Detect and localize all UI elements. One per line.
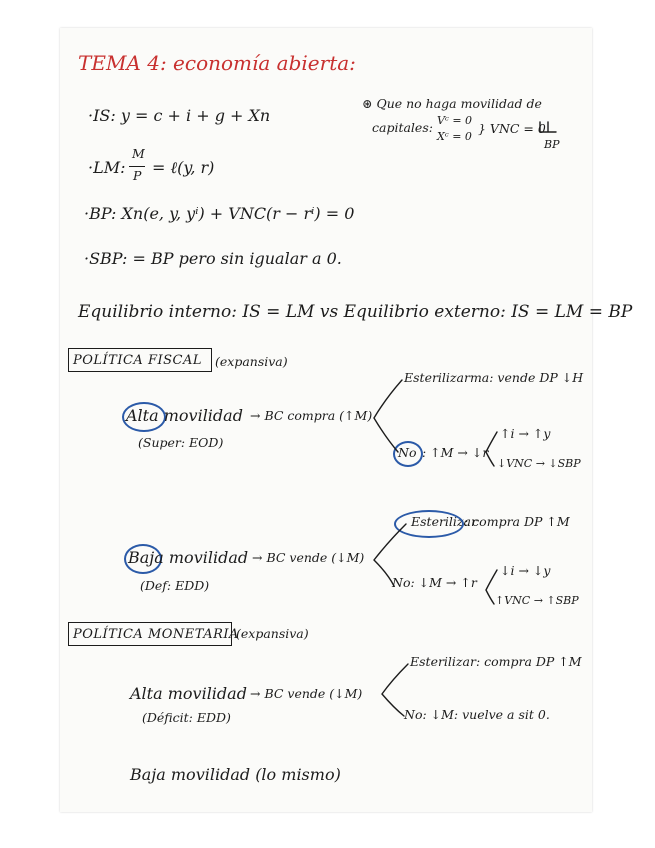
fiscal-high-sub: (Super: EOD) bbox=[138, 435, 224, 450]
lm-rhs: = ℓ(y, r) bbox=[152, 158, 215, 177]
monetary-low-label: Baja movilidad (lo mismo) bbox=[130, 765, 341, 784]
bp-symbol-mark bbox=[540, 122, 556, 132]
fiscal-low-sterilize-rest: : compra DP ↑M bbox=[464, 514, 570, 529]
bp-symbol: BP bbox=[544, 138, 560, 151]
fiscal-high-no-rest: : ↑M → ↓r bbox=[422, 445, 489, 460]
fiscal-low-label: Baja movilidad bbox=[128, 548, 249, 567]
fiscal-qualifier: (expansiva) bbox=[215, 354, 288, 369]
monetary-high-no: No: ↓M: vuelve a sit 0. bbox=[404, 707, 550, 722]
note-vc: Vᶜ = 0 bbox=[437, 114, 473, 127]
sbp-equation: ·SBP: = BP pero sin igualar a 0. bbox=[84, 249, 342, 268]
note-line-1: ⊛ Que no haga movilidad de bbox=[362, 96, 542, 111]
fiscal-high-no: No bbox=[398, 445, 417, 460]
equilibrium-line: Equilibrio interno: IS = LM vs Equilibrio externo: IS = LM = BP bbox=[78, 302, 633, 322]
note-xc: Xᶜ = 0 bbox=[437, 130, 472, 143]
fiscal-high-arrow: → BC compra (↑M) bbox=[250, 408, 373, 423]
fiscal-low-effect-2: ↑VNC → ↑SBP bbox=[495, 594, 579, 607]
monetary-high-sub: (Déficit: EDD) bbox=[142, 710, 231, 725]
fiscal-high-effect-1: ↑i → ↑y bbox=[500, 426, 551, 441]
fiscal-low-arrow: → BC vende (↓M) bbox=[252, 550, 365, 565]
fiscal-high-label: Alta movilidad bbox=[126, 406, 243, 425]
monetary-high-sterilize: Esterilizar: compra DP ↑M bbox=[410, 654, 582, 669]
note-line-2: capitales: bbox=[372, 120, 433, 135]
monetary-heading: POLÍTICA MONETARIA bbox=[73, 627, 239, 642]
monetary-high-arrow: → BC vende (↓M) bbox=[250, 686, 363, 701]
note-result: } VNC = 0 bbox=[478, 121, 546, 136]
bp-equation: ·BP: Xn(e, y, yⁱ) + VNC(r − rⁱ) = 0 bbox=[84, 204, 355, 223]
monetary-high-label: Alta movilidad bbox=[130, 684, 247, 703]
lm-denominator: P bbox=[133, 168, 142, 183]
fiscal-low-brace bbox=[374, 524, 406, 586]
fiscal-high-effect-2: ↓VNC → ↓SBP bbox=[497, 457, 581, 470]
fiscal-high-brace bbox=[374, 380, 402, 452]
fiscal-low-effects-brace bbox=[486, 570, 497, 604]
fiscal-low-sub: (Def: EDD) bbox=[140, 578, 210, 593]
monetary-high-brace bbox=[382, 664, 408, 716]
lm-prefix: ·LM: bbox=[88, 158, 126, 177]
fiscal-low-sterilize: Esterilizar bbox=[411, 514, 477, 529]
lm-numerator: M bbox=[132, 146, 145, 161]
page-title: TEMA 4: economía abierta: bbox=[78, 51, 356, 75]
fiscal-low-effect-1: ↓i → ↓y bbox=[500, 563, 551, 578]
fiscal-low-no: No: ↓M → ↑r bbox=[392, 575, 477, 590]
fiscal-high-sterilize: Esterilizarma: vende DP ↓H bbox=[404, 370, 584, 385]
fiscal-high-effects-brace bbox=[486, 432, 497, 466]
is-equation: ·IS: y = c + i + g + Xn bbox=[88, 106, 271, 125]
monetary-qualifier: (expansiva) bbox=[236, 626, 309, 641]
fiscal-heading: POLÍTICA FISCAL bbox=[73, 353, 202, 368]
